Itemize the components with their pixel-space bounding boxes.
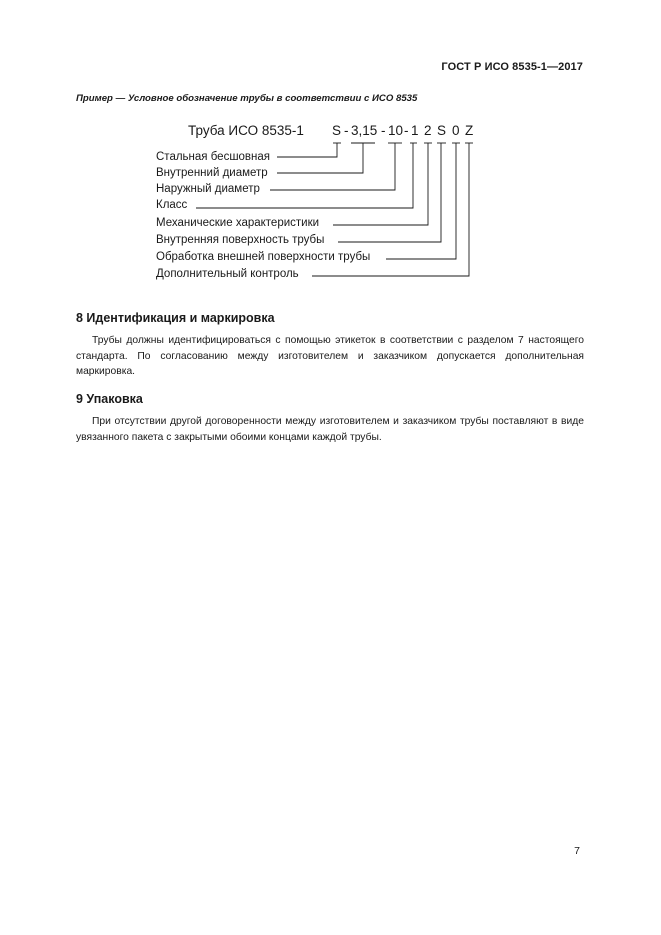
designation-diagram bbox=[0, 0, 661, 300]
code-steel: S bbox=[332, 123, 342, 138]
page-number: 7 bbox=[574, 845, 580, 857]
label-seamless-steel: Стальная бесшовная bbox=[156, 151, 271, 163]
leader-lines bbox=[0, 0, 661, 300]
section-9-title: 9 Упаковка bbox=[76, 392, 143, 406]
section-8-text bbox=[76, 333, 584, 380]
leader-mechanical bbox=[333, 143, 428, 225]
code-extra-control: Z bbox=[465, 123, 474, 138]
leader-class bbox=[196, 143, 413, 208]
label-inner-surface: Внутренняя поверхность трубы bbox=[156, 234, 325, 246]
code-mechanical: 2 bbox=[424, 123, 432, 138]
section-8-title: 8 Идентификация и маркировка bbox=[76, 311, 275, 325]
label-inner-diameter: Внутренний диаметр bbox=[156, 167, 268, 179]
leader-inner-surface bbox=[338, 143, 441, 242]
label-outer-surface: Обработка внешней поверхности трубы bbox=[156, 251, 371, 263]
section-9-text bbox=[76, 414, 584, 445]
leader-outer-diameter bbox=[270, 143, 395, 190]
code-outer-diameter: 10 bbox=[388, 123, 404, 138]
leader-inner-diameter bbox=[277, 143, 363, 173]
code-inner-surface: S bbox=[437, 123, 447, 138]
label-mechanical: Механические характеристики bbox=[156, 217, 320, 229]
code-dash-1: - bbox=[344, 123, 349, 138]
code-inner-diameter: 3,15 bbox=[351, 123, 378, 138]
section-9-text-content: При отсутствии другой договоренности между изготовителем и заказчиком трубы поставляют в виде увязанного пакета с закрытыми обоими концами каждой трубы. bbox=[76, 416, 584, 443]
leader-extra-control bbox=[312, 143, 469, 276]
code-dash-2: - bbox=[381, 123, 386, 138]
label-class: Класс bbox=[156, 199, 188, 211]
code-dash-3: - bbox=[404, 123, 409, 138]
pipe-title: Труба ИСО 8535-1 bbox=[188, 123, 304, 138]
label-outer-diameter: Наружный диаметр bbox=[156, 183, 260, 195]
code-outer-surface: 0 bbox=[452, 123, 460, 138]
leader-steel bbox=[277, 143, 337, 157]
document-header-id: ГОСТ Р ИСО 8535-1—2017 bbox=[441, 61, 583, 73]
label-extra-control: Дополнительный контроль bbox=[156, 268, 299, 280]
example-caption: Пример — Условное обозначение трубы в соответствии с ИСО 8535 bbox=[76, 93, 418, 104]
section-8-text-content: Трубы должны идентифицироваться с помощью этикеток в соответствии с разделом 7 настоящего стандарта. По согласованию между изготовителем и заказчиком допускается дополнительная маркировка. bbox=[76, 335, 584, 377]
code-class: 1 bbox=[411, 123, 419, 138]
